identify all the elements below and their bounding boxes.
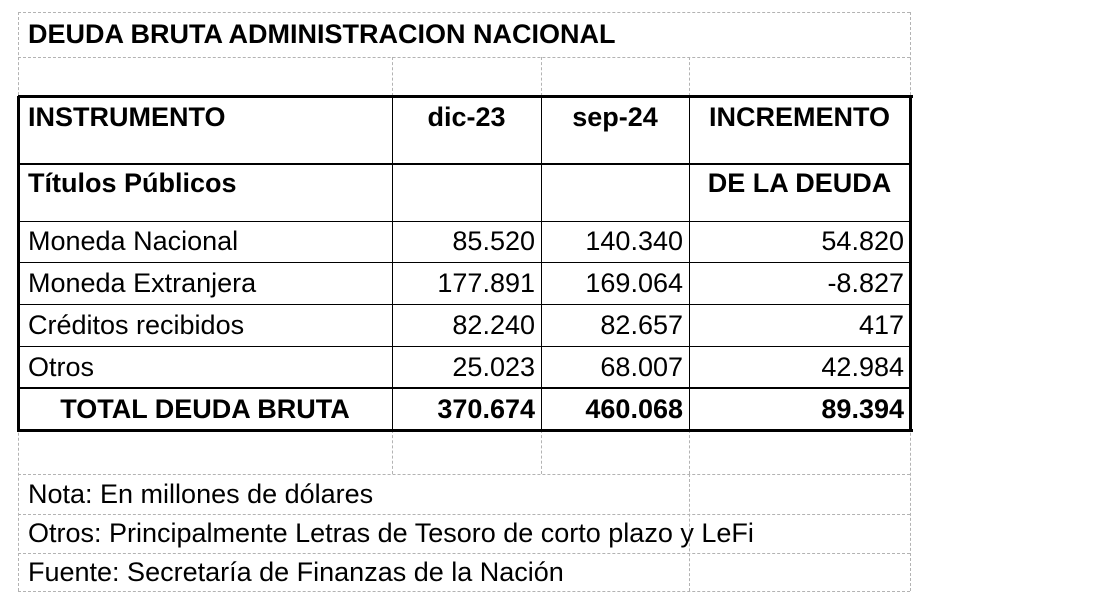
gridline-vertical: [392, 430, 393, 474]
cell-moneda-nacional-sep-24: 140.340: [585, 226, 683, 256]
gridline-horizontal: [18, 591, 910, 592]
cell-creditos-recibidos-incremento: 417: [858, 309, 904, 340]
table-title: DEUDA BRUTA ADMINISTRACION NACIONAL: [28, 19, 616, 49]
cell-moneda-extranjera-dic-23: 177.891: [437, 267, 535, 298]
gridline-vertical: [541, 430, 542, 474]
gridline-vertical: [689, 430, 690, 474]
total-row-label: TOTAL DEUDA BRUTA: [60, 393, 350, 424]
total-dic-23: 370.674: [437, 393, 535, 424]
cell-creditos-recibidos-dic-23: 82.240: [452, 309, 535, 340]
row-label-moneda-extranjera: Moneda Extranjera: [28, 267, 257, 298]
row-label-otros: Otros: [28, 351, 95, 382]
row-label-creditos-recibidos: Créditos recibidos: [28, 309, 245, 340]
column-header-instrumento: INSTRUMENTO: [28, 101, 226, 132]
subheader-de-la-deuda: DE LA DEUDA: [707, 168, 892, 198]
cell-moneda-nacional-incremento: 54.820: [821, 226, 904, 256]
row-label-moneda-nacional: Moneda Nacional: [28, 226, 239, 256]
column-header-dic-23: dic-23: [427, 101, 506, 132]
cell-otros-sep-24: 68.007: [600, 351, 683, 382]
gridline-vertical: [689, 57, 690, 96]
note-otros: Otros: Principalmente Letras de Tesoro de corto plazo y LeFi: [28, 518, 754, 548]
total-incremento: 89.394: [821, 393, 904, 424]
note-source: Fuente: Secretaría de Finanzas de la Nación: [28, 556, 564, 587]
gridline-vertical: [392, 57, 393, 96]
column-header-sep-24: sep-24: [572, 101, 658, 132]
column-header-incremento: INCREMENTO: [708, 101, 890, 132]
total-sep-24: 460.068: [585, 393, 683, 424]
cell-moneda-nacional-dic-23: 85.520: [452, 226, 535, 256]
cell-moneda-extranjera-incremento: -8.827: [827, 267, 904, 298]
gridline-horizontal: [18, 57, 910, 58]
subheader-titulos-publicos: Títulos Públicos: [28, 168, 237, 198]
cell-otros-dic-23: 25.023: [452, 351, 535, 382]
cell-moneda-extranjera-sep-24: 169.064: [585, 267, 683, 298]
cell-otros-incremento: 42.984: [821, 351, 904, 382]
cell-creditos-recibidos-sep-24: 82.657: [600, 309, 683, 340]
gridline-vertical: [541, 57, 542, 96]
note-units: Nota: En millones de dólares: [28, 478, 374, 509]
